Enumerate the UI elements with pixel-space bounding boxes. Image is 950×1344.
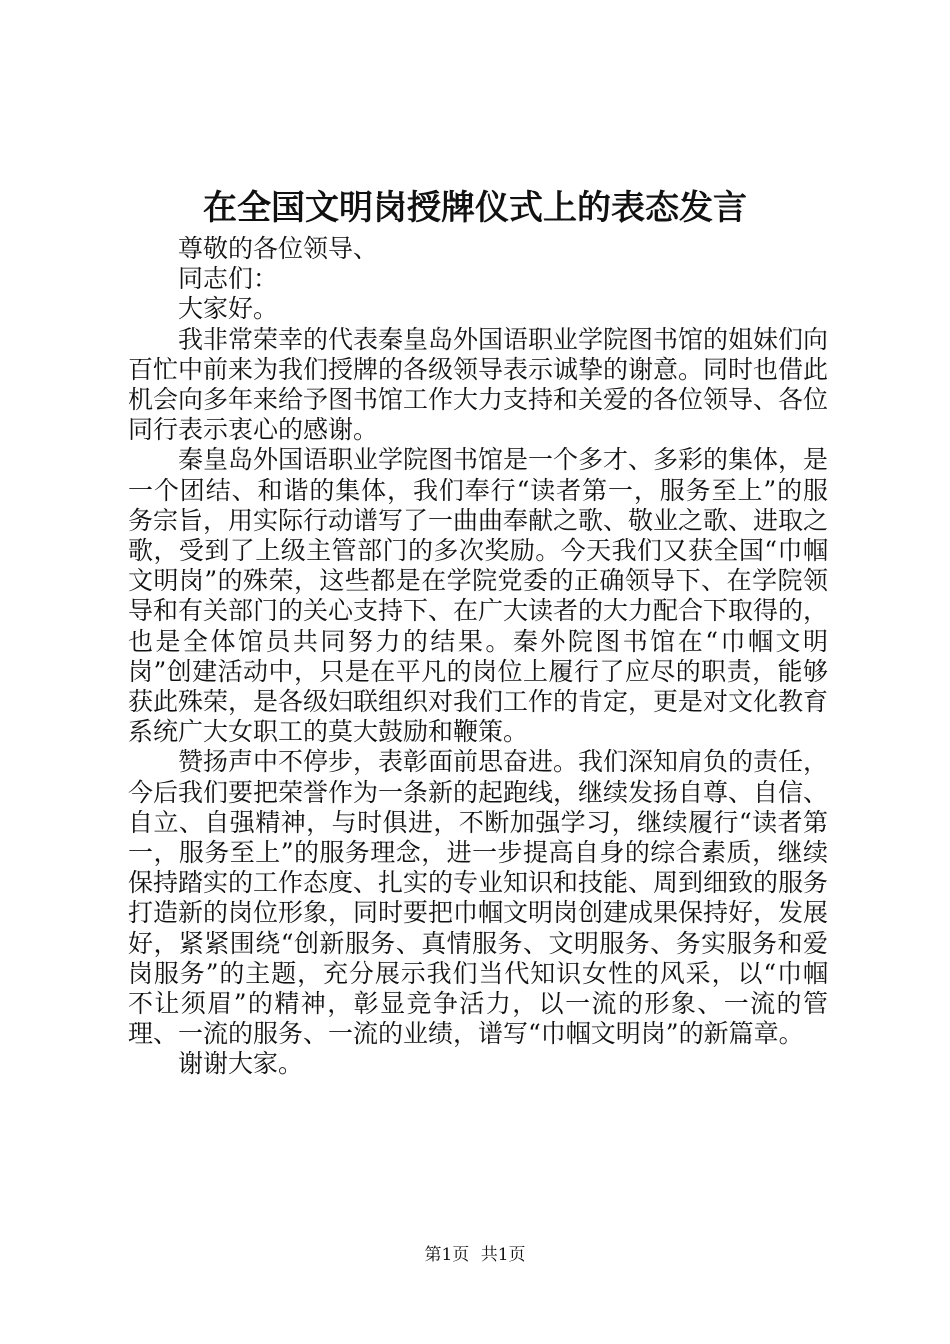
salutation-line-2: 同志们： bbox=[178, 264, 279, 294]
body-paragraph-1: 我非常荣幸的代表秦皇岛外国语职业学院图书馆的姐妹们向百忙中前来为我们授牌的各级领导表示诚挚的谢意。同时也借此机会向多年来给予图书馆工作大力支持和关爱的各位领导、各位同行表示衷心的感谢。 bbox=[128, 324, 829, 445]
salutation-line-1: 尊敬的各位领导、 bbox=[178, 234, 379, 263]
body-paragraph-2: 秦皇岛外国语职业学院图书馆是一个多才、多彩的集体，是一个团结、和谐的集体，我们奉行“读者第一，服务至上”的服务宗旨，用实际行动谱写了一曲曲奉献之歌、敬业之歌、进取之歌，受到了上级主管部门的多次奖励。今天我们又获全国“巾帼文明岗”的殊荣，这些都是在学院党委的正确领导下、在学院领导和有关部门的关心支持下、在广大读者的大力配合下取得的，也是全体馆员共同努力的结果。秦外院图书馆在“巾帼文明岗”创建活动中，只是在平凡的岗位上履行了应尽的职责，能够获此殊荣，是各级妇联组织对我们工作的肯定，更是对文化教育系统广大女职工的莫大鼓励和鞭策。 bbox=[128, 445, 829, 747]
document-title: 在全国文明岗授牌仪式上的表态发言 bbox=[203, 188, 747, 228]
page-number-footer: 第1页 共1页 bbox=[424, 1245, 526, 1265]
closing-line: 谢谢大家。 bbox=[178, 1049, 304, 1079]
document-body bbox=[128, 234, 828, 1080]
greeting: 大家好。 bbox=[178, 294, 279, 324]
body-paragraph-3: 赞扬声中不停步，表彰面前思奋进。我们深知肩负的责任，今后我们要把荣誉作为一条新的起跑线，继续发扬自尊、自信、自立、自强精神，与时俱进，不断加强学习，继续履行“读者第一，服务至上”的服务理念，进一步提高自身的综合素质，继续保持踏实的工作态度、扎实的专业知识和技能、周到细致的服务打造新的岗位形象，同时要把巾帼文明岗创建成果保持好，发展好，紧紧围绕“创新服务、真情服务、文明服务、务实服务和爱岗服务”的主题，充分展示我们当代知识女性的风采，以“巾帼不让须眉”的精神，彰显竞争活力，以一流的形象、一流的管理、一流的服务、一流的业绩，谱写“巾帼文明岗”的新篇章。 bbox=[128, 747, 829, 1049]
